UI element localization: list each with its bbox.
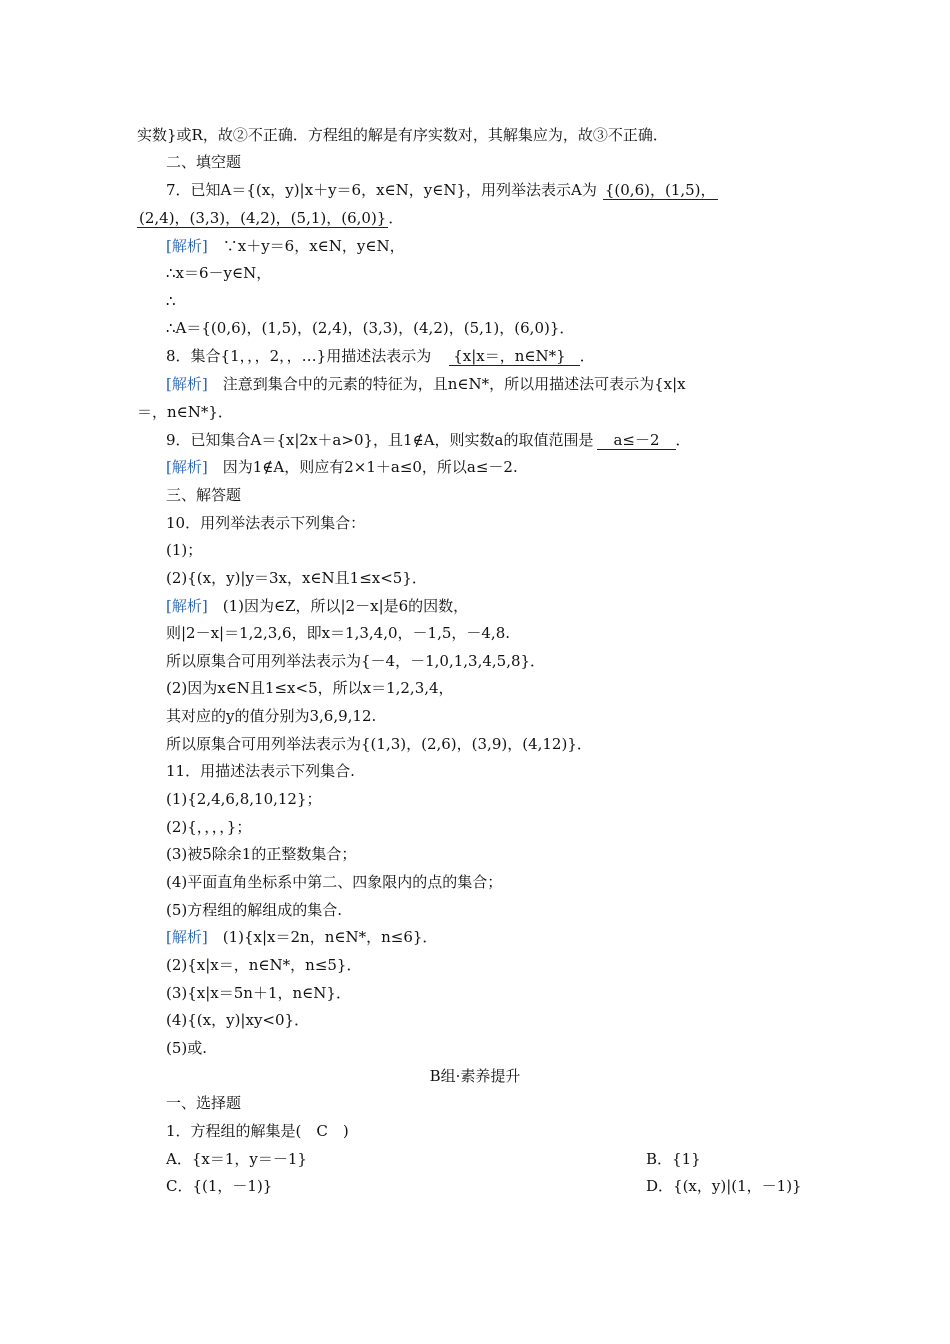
question-8: 8．集合{1，，，2，，…}用描述法表示为 {x|x＝，n∈N*} ． bbox=[166, 347, 595, 365]
option-a: A．{x＝1，y＝－1} bbox=[166, 1150, 307, 1168]
answer-blank: {(0,6)，(1,5)， bbox=[604, 181, 716, 199]
analysis-tag: [解析] bbox=[166, 597, 208, 615]
group-heading: B组·素养提升 bbox=[429, 1067, 521, 1085]
question-11: 11．用描述法表示下列集合. bbox=[166, 762, 355, 780]
question-7: 7．已知A＝{(x，y)|x＋y＝6，x∈N，y∈N}，用列举法表示A为 {(0,6)，(1,5)， bbox=[166, 181, 716, 199]
question-7-continued: (2,4)，(3,3)，(4,2)，(5,1)，(6,0)} ． bbox=[139, 209, 404, 227]
text-line: (3){x|x＝5n＋1，n∈N}． bbox=[166, 984, 351, 1002]
analysis-line: [解析] ∵x＋y＝6，x∈N，y∈N， bbox=[166, 237, 405, 255]
text-line: 实数}或R，故②不正确．方程组的解是有序实数对，其解集应为，故③不正确． bbox=[137, 126, 668, 144]
options-row bbox=[166, 1176, 866, 1196]
analysis-line: [解析] 注意到集合中的元素的特征为，且n∈N*，所以用描述法可表示为{x|x bbox=[166, 375, 686, 393]
text-line: 所以原集合可用列举法表示为{(1,3)，(2,6)，(3,9)，(4,12)}． bbox=[166, 735, 592, 753]
question-10: 10．用列举法表示下列集合： bbox=[166, 514, 366, 532]
question-1: 1．方程组的解集是( C ) bbox=[166, 1122, 349, 1140]
analysis-tag: [解析] bbox=[166, 237, 208, 255]
answer-blank: {x|x＝，n∈N*} bbox=[449, 347, 579, 366]
section-heading-choice: 一、选择题 bbox=[166, 1094, 242, 1112]
analysis-tag: [解析] bbox=[166, 375, 208, 393]
text-line: (2)因为x∈N且1≤x<5，所以x＝1,2,3,4， bbox=[166, 679, 454, 697]
text-line: ∴A＝{(0,6)，(1,5)，(2,4)，(3,3)，(4,2)，(5,1)，(6,0)}． bbox=[166, 319, 575, 337]
analysis-tag: [解析] bbox=[166, 928, 208, 946]
text-line: (4){(x，y)|xy<0}． bbox=[166, 1011, 310, 1029]
text-line: (1){2,4,6,8,10,12}； bbox=[166, 790, 322, 808]
text-line: (3)被5除余1的正整数集合； bbox=[166, 845, 357, 863]
text-line: (2){，，，，}； bbox=[166, 818, 252, 836]
options-row bbox=[166, 1149, 866, 1169]
section-heading-fill-blank: 二、填空题 bbox=[166, 153, 242, 171]
text-line: (5)或. bbox=[166, 1039, 208, 1057]
option-c: C．{(1，－1)} bbox=[166, 1177, 273, 1195]
text-line: ∴x＝6－y∈N， bbox=[166, 264, 272, 282]
text-line: (1)； bbox=[166, 541, 203, 559]
analysis-line: [解析] (1){x|x＝2n，n∈N*，n≤6}． bbox=[166, 928, 438, 946]
text-line: (2){x|x＝，n∈N*，n≤5}． bbox=[166, 956, 362, 974]
text-line: 其对应的y的值分别为3,6,9,12. bbox=[166, 707, 377, 725]
option-d: D．{(x，y)|(1，－1)} bbox=[646, 1177, 802, 1195]
analysis-tag: [解析] bbox=[166, 458, 208, 476]
section-heading-solve: 三、解答题 bbox=[166, 486, 242, 504]
text-line: (4)平面直角坐标系中第二、四象限内的点的集合； bbox=[166, 873, 503, 891]
text-line: (5)方程组的解组成的集合. bbox=[166, 901, 343, 919]
answer-blank: (2,4)，(3,3)，(4,2)，(5,1)，(6,0)} bbox=[139, 209, 387, 227]
text-line: ＝，n∈N*}． bbox=[137, 403, 233, 421]
text-line: ∴ bbox=[166, 292, 176, 310]
answer-blank: a≤－2 bbox=[597, 431, 675, 450]
text-line: 则|2－x|＝1,2,3,6，即x＝1,3,4,0，－1,5，－4,8. bbox=[166, 624, 511, 642]
analysis-line: [解析] 因为1∉A，则应有2×1＋a≤0，所以a≤－2. bbox=[166, 458, 518, 476]
question-9: 9．已知集合A＝{x|2x＋a>0}，且1∉A，则实数a的取值范围是 a≤－2 ． bbox=[166, 431, 691, 449]
analysis-line: [解析] (1)因为∈Z，所以|2－x|是6的因数， bbox=[166, 597, 469, 615]
text-line: (2){(x，y)|y＝3x，x∈N且1≤x<5}． bbox=[166, 569, 427, 587]
text-line: 所以原集合可用列举法表示为{－4，－1,0,1,3,4,5,8}． bbox=[166, 652, 546, 670]
option-b: B．{1} bbox=[646, 1150, 701, 1168]
